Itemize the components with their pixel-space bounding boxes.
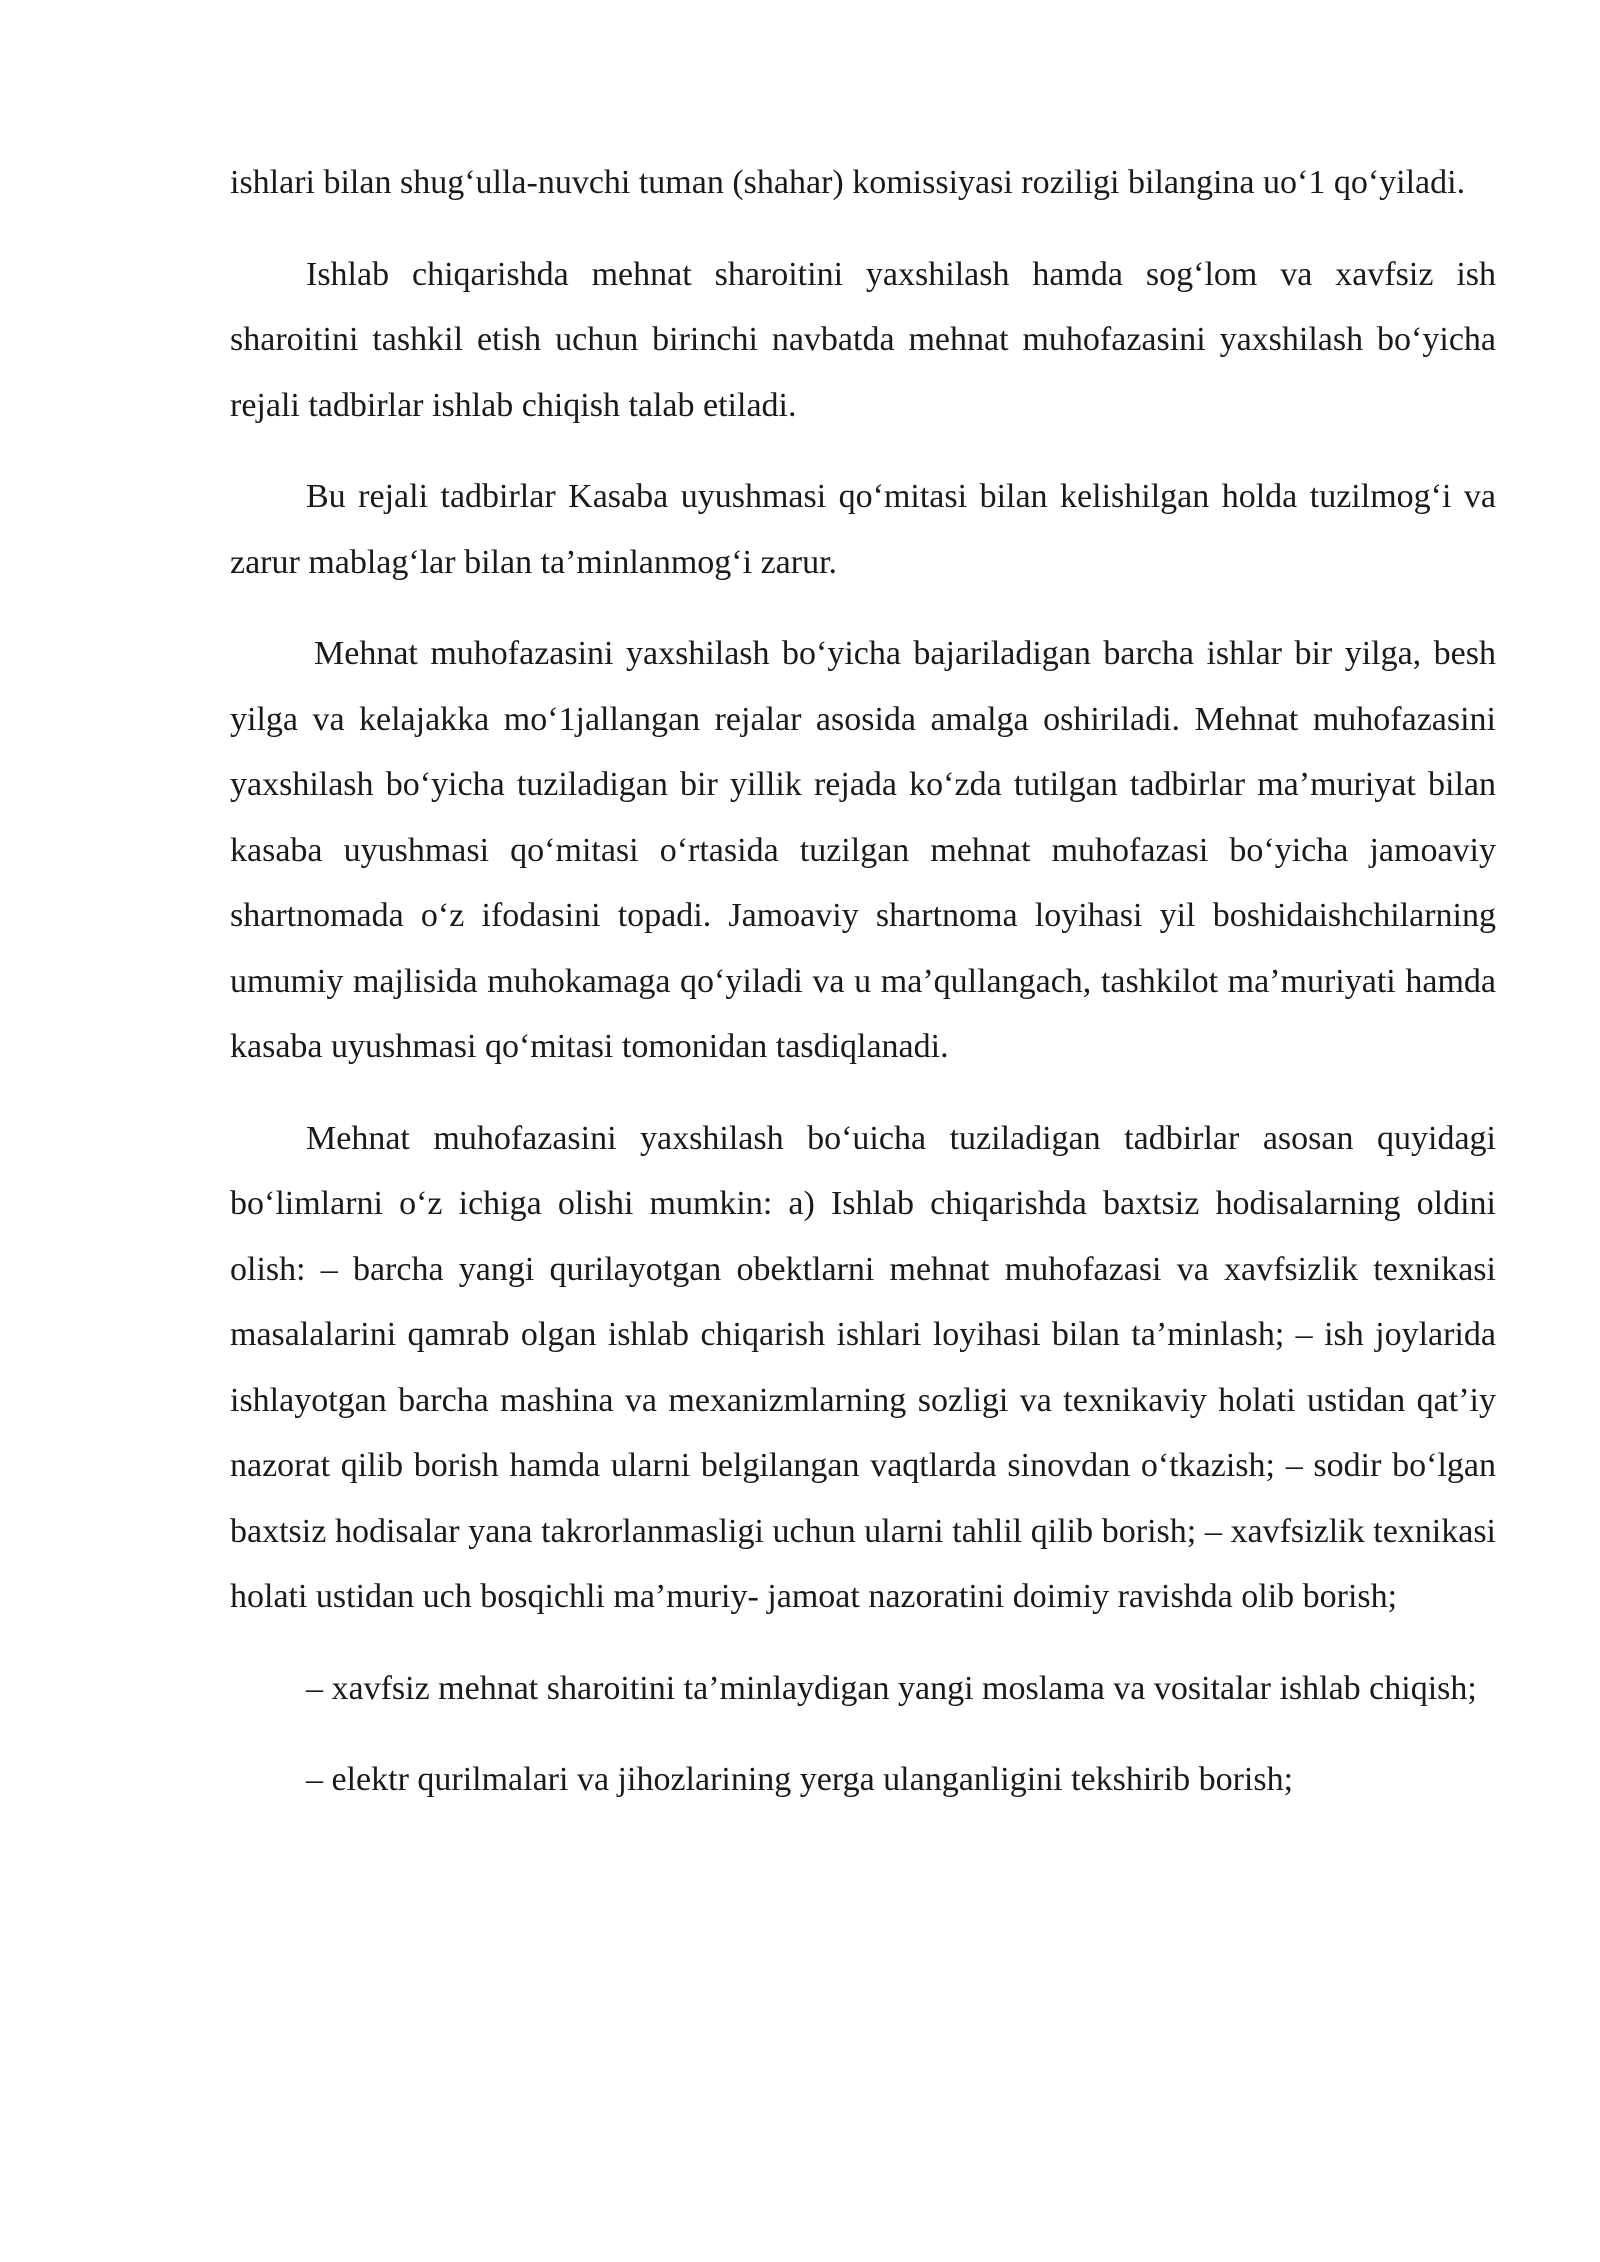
paragraph-5: Mehnat muhofazasini yaxshilash bo‘uicha tuziladigan tadbirlar asosan quyidagi bo‘limlarni o‘z ichiga olishi mumkin: a) Ishlab chiqarishda baxtsiz hodisalarning oldini olish: – barcha yangi qurilayotgan obektlarni mehnat muhofazasi va xavfsizlik texnikasi masalalarini qamrab olgan ishlab chiqarish ishlari loyihasi bilan ta’minlash; – ish joylarida ishlayotgan barcha mashina va mexanizmlarning sozligi va texnikaviy holati ustidan qat’iy nazorat qilib borish hamda ularni belgilangan vaqtlarda sinovdan o‘tkazish; – sodir bo‘lgan baxtsiz hodisalar yana takrorlanmasligi uchun ularni tahlil qilib borish; – xavfsizlik texnikasi holati ustidan uch bosqichli ma’muriy- jamoat nazoratini doimiy ravishda olib borish; [230,1119,1496,1615]
paragraph-1: ishlari bilan shug‘ulla-nuvchi tuman (shahar) komissiyasi roziligi bilangina uo‘1 qo‘yiladi. [230,164,1466,201]
paragraph-6: – xavfsiz mehnat sharoitini ta’minlaydigan yangi moslama va vositalar ishlab chiqish; [306,1669,1477,1707]
paragraph-4: Mehnat muhofazasini yaxshilash bo‘yicha bajariladigan barcha ishlar bir yilga, besh yilga va kelajakka mo‘1jallangan rejalar asosida amalga oshiriladi. Mehnat muhofazasini yaxshilash bo‘yicha tuziladigan bir yillik rejada ko‘zda tutilgan tadbirlar ma’muriyat bilan kasaba uyushmasi qo‘mitasi o‘rtasida tuzilgan mehnat muhofazasi bo‘yicha jamoaviy shartnomada o‘z ifodasini topadi. Jamoaviy shartnoma loyihasi yil boshidaishchilarning umumiy majlisida muhokamaga qo‘yiladi va u ma’qullangach, tashkilot ma’muriyati hamda kasaba uyushmasi qo‘mitasi tomonidan tasdiqlanadi. [230,635,1496,1065]
paragraph-3: Bu rejali tadbirlar Kasaba uyushmasi qo‘mitasi bilan kelishilgan holda tuzilmog‘i va zarur mablag‘lar bilan ta’minlanmog‘i zarur. [230,478,1496,581]
document-page [230,150,1496,1839]
paragraph-2: Ishlab chiqarishda mehnat sharoitini yaxshilash hamda sog‘lom va xavfsiz ish sharoitini tashkil etish uchun birinchi navbatda mehnat muhofazasini yaxshilash bo‘yicha rejali tadbirlar ishlab chiqish talab etiladi. [230,255,1496,424]
paragraph-7: – elektr qurilmalari va jihozlarining yerga ulanganligini tekshirib borish; [306,1761,1294,1798]
